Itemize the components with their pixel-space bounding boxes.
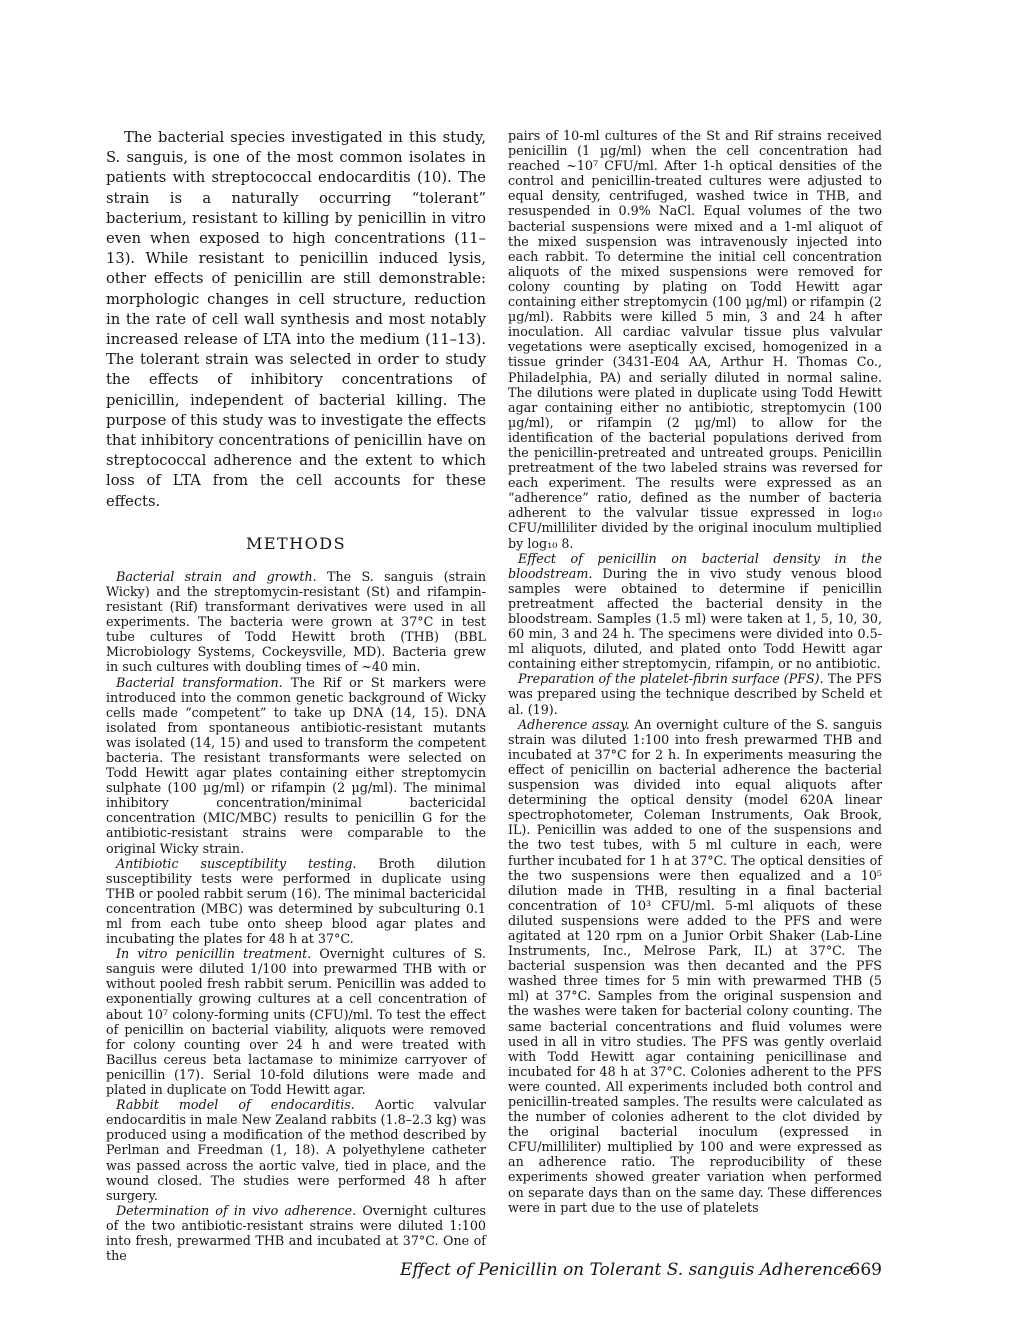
- page-number: 669: [849, 1260, 882, 1280]
- section-lead: Bacterial transformation.: [116, 674, 283, 690]
- section-paragraph: [106, 1097, 486, 1203]
- section-lead: Determination of in vivo adherence.: [116, 1202, 357, 1218]
- methods-heading: METHODS: [245, 533, 347, 553]
- section-paragraph: [508, 671, 882, 716]
- section-body: Aortic valvular endocarditis in male New Zealand rabbits (1.8–2.3 kg) was produced using a modification of the method described by Perlman and Freedman (1, 18). A polyethylene catheter was passed across the aortic valve, tied in place, and the wound closed. The studies were performed 48 h after surgery.: [106, 1097, 486, 1203]
- section-lead: Rabbit model of endocarditis.: [116, 1097, 355, 1113]
- section-body: pairs of 10-ml cultures of the St and Rif strains received penicillin (1 µg/ml) when the cell concentration had reached ~10⁷ CFU/ml. After 1-h optical densities of the control and penicillin-treated cultures were adjusted to equal density, centrifuged, washed twice in THB, and resuspended in 0.9% NaCl. Equal volumes of the two bacterial suspensions were mixed and a 1-ml aliquot of the mixed suspension was intravenously injected into each rabbit. To determine the initial cell concentration aliquots of the mixed suspensions were removed for colony counting by plating on Todd Hewitt agar containing either streptomycin (100 µg/ml) or rifampin (2 µg/ml). Rabbits were killed 5 min, 3 and 24 h after inoculation. All cardiac valvular tissue plus valvular vegetations were aseptically excised, homogenized in a tissue grinder (3431-E04 AA, Arthur H. Thomas Co., Philadelphia, PA) and serially diluted in normal saline. The dilutions were plated in duplicate using Todd Hewitt agar containing either no antibiotic, streptomycin (100 µg/ml), or rifampin (2 µg/ml) to allow for the identification of the bacterial populations derived from the penicillin-pretreated and untreated groups. Penicillin pretreatment of the two labeled strains was reversed for each experiment. The results were expressed as an “adherence” ratio, defined as the number of bacteria adherent to the valvular tissue expressed in log₁₀ CFU/milliliter divided by the original inoculum multiplied by log₁₀ 8.: [508, 128, 882, 551]
- section-body: The Rif or St markers were introduced into the common genetic background of Wicky cells made “competent” to take up DNA (14, 15). DNA isolated from spontaneous antibiotic-resistant mutants was isolated (14, 15) and used to transform the competent bacteria. The resistant transformants were selected on Todd Hewitt agar plates containing either streptomycin sulphate (100 µg/ml) or rifampin (2 µg/ml). The minimal inhibitory concentration/minimal bactericidal concentration (MIC/MBC) results to penicillin G for the antibiotic-resistant strains were comparable to the original Wicky strain.: [106, 674, 486, 856]
- right-column: [508, 128, 882, 1215]
- page-footer: [400, 1260, 882, 1282]
- section-body: Broth dilution susceptibility tests were performed in duplicate using THB or pooled rabbit serum (16). The minimal bactericidal concentration (MBC) was determined by subculturing 0.1 ml from each tube onto sheep blood agar plates and incubating the plates for 48 h at 37°C.: [106, 855, 486, 947]
- section-lead: In vitro penicillin treatment.: [116, 946, 312, 962]
- section-paragraph: [106, 569, 486, 675]
- section-lead: Preparation of the platelet-fibrin surface (PFS).: [518, 671, 824, 687]
- section-lead: Effect of penicillin on bacterial density in the bloodstream.: [508, 550, 882, 581]
- left-column: [106, 128, 486, 1263]
- section-paragraph: [106, 946, 486, 1097]
- section-paragraph: [508, 717, 882, 1215]
- section-paragraph: [508, 551, 882, 672]
- section-body: The PFS was prepared using the technique described by Scheld et al. (19).: [508, 671, 882, 717]
- section-paragraph: [106, 675, 486, 856]
- section-body: Overnight cultures of the two antibiotic-resistant strains were diluted 1:100 into fresh, prewarmed THB and incubated at 37°C. One of the: [106, 1202, 486, 1264]
- section-paragraph: [106, 1203, 486, 1263]
- section-lead: Antibiotic susceptibility testing.: [116, 855, 357, 871]
- continued-paragraph: [508, 128, 882, 551]
- section-body: Overnight cultures of S. sanguis were diluted 1/100 into prewarmed THB with or without pooled fresh rabbit serum. Penicillin was added to exponentially growing cultures at a cell concentration of about 10⁷ colony-forming units (CFU)/ml. To test the effect of penicillin on bacterial viability, aliquots were removed for colony counting over 24 h and were treated with Bacillus cereus beta lactamase to minimize carryover of penicillin (17). Serial 10-fold dilutions were made and plated in duplicate on Todd Hewitt agar.: [106, 946, 486, 1098]
- section-body: During the in vivo study venous blood samples were obtained to determine if penicillin pretreatment affected the bacterial density in the bloodstream. Samples (1.5 ml) were taken at 1, 5, 10, 30, 60 min, 3 and 24 h. The specimens were divided into 0.5-ml aliquots, diluted, and plated onto Todd Hewitt agar containing either streptomycin, rifampin, or no antibiotic.: [508, 565, 882, 672]
- running-head: Effect of Penicillin on Tolerant S. sanguis Adherence: [400, 1260, 853, 1280]
- section-lead: Adherence assay.: [518, 716, 630, 732]
- section-lead: Bacterial strain and growth.: [116, 568, 317, 584]
- section-body: The S. sanguis (strain Wicky) and the streptomycin-resistant (St) and rifampin-resistant (Rif) transformant derivatives were used in all experiments. The bacteria were grown at 37°C in test tube cultures of Todd Hewitt broth (THB) (BBL Microbiology Systems, Cockeysville, MD). Bacteria grew in such cultures with doubling times of ~40 min.: [106, 568, 486, 675]
- section-paragraph: [106, 856, 486, 947]
- intro-paragraph: The bacterial species investigated in this study, S. sanguis, is one of the most common isolates in patients with streptococcal endocarditis (10). The strain is a naturally occurring “tolerant” bacterium, resistant to killing by penicillin in vitro even when exposed to high concentrations (11–13). While resistant to penicillin induced lysis, other effects of penicillin are still demonstrable: morphologic changes in cell structure, reduction in the rate of cell wall synthesis and most notably increased release of LTA into the medium (11–13). The tolerant strain was selected in order to study the effects of inhibitory concentrations of penicillin, independent of bacterial killing. The purpose of this study was to investigate the effects that inhibitory concentrations of penicillin have on streptococcal adherence and the extent to which loss of LTA from the cell accounts for these effects.: [106, 129, 486, 510]
- section-body: An overnight culture of the S. sanguis strain was diluted 1:100 into fresh prewarmed THB and incubated at 37°C for 2 h. In experiments measuring the effect of penicillin on bacterial adherence the bacterial suspension was divided into equal aliquots after determining the optical density (model 620A linear spectrophotometer, Coleman Instruments, Oak Brook, IL). Penicillin was added to one of the suspensions and the two test tubes, with 5 ml culture in each, were further incubated for 1 h at 37°C. The optical densities of the two suspensions were then equalized and a 10⁵ dilution made in THB, resulting in a final bacterial concentration of 10³ CFU/ml. 5-ml aliquots of these diluted suspensions were added to the PFS and were agitated at 120 rpm on a Junior Orbit Shaker (Lab-Line Instruments, Inc., Melrose Park, IL) at 37°C. The bacterial suspension was then decanted and the PFS washed three times for 5 min with prewarmed THB (5 ml) at 37°C. Samples from the original suspension and the washes were taken for bacterial colony counting. The same bacterial concentrations and fluid volumes were used in all in vitro studies. The PFS was gently overlaid with Todd Hewitt agar containing penicillinase and incubated for 48 h at 37°C. Colonies adherent to the PFS were counted. All experiments included both control and penicillin-treated samples. The results were calculated as the number of colonies adherent to the clot divided by the original bacterial inoculum (expressed in CFU/milliliter) multiplied by 100 and were expressed as an adherence ratio. The reproducibility of these experiments showed greater variation when performed on separate days than on the same day. These differences were in part due to the use of platelets: [508, 716, 882, 1215]
